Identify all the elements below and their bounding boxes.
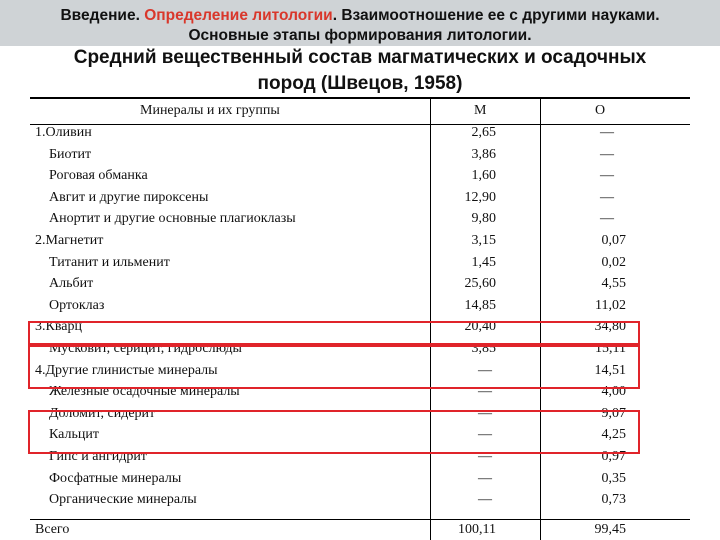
table-cell-o: — bbox=[600, 125, 614, 140]
table-cell-o: — bbox=[600, 189, 614, 205]
column-header-minerals: Минералы и их группы bbox=[140, 103, 280, 118]
highlight-box-carbonates bbox=[28, 410, 640, 454]
table-cell-m: 12,90 bbox=[464, 189, 496, 205]
table-cell-o: — bbox=[600, 168, 614, 184]
table-cell-o: 11,02 bbox=[595, 297, 626, 313]
table-cell-m: 9,80 bbox=[471, 211, 496, 227]
table-cell-mineral: Органические минералы bbox=[49, 492, 197, 508]
table-cell-m: 1,60 bbox=[471, 168, 496, 184]
table-cell-o: 9,07 bbox=[601, 405, 626, 421]
table-cell-o: 0,73 bbox=[601, 492, 626, 508]
table-cell-mineral: Железные осадочные минералы bbox=[49, 384, 240, 400]
table-cell-m: — bbox=[478, 492, 492, 508]
slide-title-line-2: пород (Швецов, 1958) bbox=[257, 73, 463, 94]
table-cell-o: 4,25 bbox=[601, 427, 626, 443]
table-cell-mineral: 2.Магнетит bbox=[35, 233, 104, 248]
table-cell-o: — bbox=[600, 211, 614, 227]
table-cell-mineral: 4.Другие глинистые минералы bbox=[35, 362, 218, 378]
table-total-rule bbox=[30, 519, 690, 520]
table-cell-mineral: Фосфатные минералы bbox=[49, 470, 182, 486]
table-cell-m: — bbox=[478, 449, 492, 464]
table-cell-o: 99,45 bbox=[594, 522, 626, 537]
table-cell-o: — bbox=[600, 146, 614, 162]
table-cell-mineral: Мусковит, серицит, гидрослюды bbox=[49, 341, 242, 356]
table-cell-m: 2,65 bbox=[471, 125, 496, 140]
table-cell-mineral: Ортоклаз bbox=[49, 297, 105, 313]
column-header-o: О bbox=[595, 103, 606, 118]
table-cell-o: 4,55 bbox=[601, 276, 626, 292]
table-cell-mineral: 3.Кварц bbox=[35, 319, 82, 335]
table-cell-m: — bbox=[478, 470, 492, 486]
table-cell-mineral: Всего bbox=[35, 522, 70, 537]
table-cell-o: 34,80 bbox=[594, 319, 626, 335]
table-cell-mineral: Биотит bbox=[49, 146, 92, 162]
table-cell-mineral: Роговая обманка bbox=[49, 168, 148, 184]
table-cell-mineral: 1.Оливин bbox=[35, 125, 92, 140]
table-cell-m: 3,85 bbox=[471, 341, 496, 356]
table-cell-o: 0,07 bbox=[601, 233, 626, 248]
column-header-m: М bbox=[474, 103, 487, 118]
highlight-box-quartz bbox=[28, 321, 640, 345]
table-cell-o: 15,11 bbox=[595, 341, 626, 356]
table-cell-mineral: Гипс и ангидрит bbox=[49, 449, 147, 464]
table-cell-m: — bbox=[478, 362, 492, 378]
table-cell-o: 14,51 bbox=[594, 362, 626, 378]
table-cell-m: 14,85 bbox=[464, 297, 496, 313]
highlight-box-micas-clays bbox=[28, 345, 640, 389]
table-cell-m: 3,15 bbox=[471, 233, 496, 248]
slide-title-line-1: Средний вещественный состав магматических и осадочных bbox=[73, 47, 647, 68]
table-cell-mineral: Анортит и другие основные плагиоклазы bbox=[49, 211, 296, 227]
table-cell-m: 25,60 bbox=[464, 276, 496, 292]
table-cell-o: 0,02 bbox=[601, 254, 626, 270]
table-cell-m: — bbox=[478, 405, 492, 421]
table-cell-m: 100,11 bbox=[458, 522, 496, 537]
header-text-accent: Определение литологии bbox=[144, 7, 333, 24]
column-divider-1 bbox=[430, 98, 431, 540]
table-header-rule bbox=[30, 124, 690, 125]
table-cell-mineral: Кальцит bbox=[49, 427, 99, 443]
table-cell-mineral: Доломит, сидерит bbox=[49, 405, 156, 421]
table-cell-o: 0,35 bbox=[601, 470, 626, 486]
table-cell-mineral: Альбит bbox=[49, 276, 94, 292]
table-cell-mineral: Авгит и другие пироксены bbox=[49, 189, 209, 205]
header-line-2: Основные этапы формирования литологии. bbox=[188, 27, 532, 44]
table-cell-mineral: Титанит и ильменит bbox=[49, 254, 170, 270]
table-cell-m: 1,45 bbox=[471, 254, 496, 270]
header-text-rest: . Взаимоотношение ее с другими науками. bbox=[332, 7, 660, 24]
table-cell-o: 0,97 bbox=[601, 449, 626, 464]
table-cell-m: 3,86 bbox=[471, 146, 496, 162]
table-cell-m: 20,40 bbox=[464, 319, 496, 335]
table-cell-m: — bbox=[478, 427, 492, 443]
column-divider-2 bbox=[540, 98, 541, 540]
header-text-intro: Введение. bbox=[60, 7, 145, 24]
table-top-rule bbox=[30, 97, 690, 99]
table-cell-m: — bbox=[478, 384, 492, 400]
table-cell-o: 4,00 bbox=[601, 384, 626, 400]
